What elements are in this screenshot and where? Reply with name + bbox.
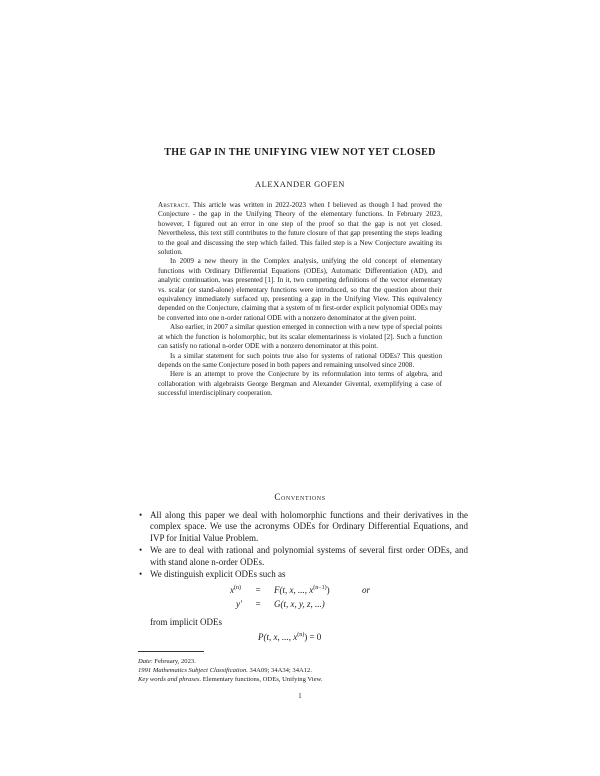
list-item-text: We are to deal with rational and polynomial systems of several first order ODEs, and with stand alone n-order ODEs. (150, 545, 468, 567)
abstract-label: Abstract. (158, 201, 191, 209)
list-item (138, 545, 468, 568)
abstract-text: This article was written in 2022-2023 when I believed as though I had proved the Conjecture - the gap in the Unifying Theory of the elementary functions. In February 2023, however, I figured out an error in one step of the proof so that the gap is not yet closed. Nevertheless, this text still contributes to the future closure of that gap presenting the steps leading to the goal and discussing the step which failed. This failed step is a New Conjecture awaiting its solution. (158, 201, 442, 257)
author-name: ALEXANDER GOFEN (255, 179, 345, 189)
footnote-date (138, 657, 468, 666)
eq-implicit-end: ) = 0 (304, 632, 322, 642)
abstract-paragraph (158, 201, 442, 257)
eq-relation: = (255, 599, 262, 609)
eq-rhs: F(t, x, ..., x (274, 585, 314, 595)
paper-title: THE GAP IN THE UNIFYING VIEW NOT YET CLOSED (164, 147, 436, 158)
abstract-paragraph: Is a similar statement for such points true also for systems of rational ODEs? This question depends on the same Conjecture posed in both papers and remaining unsolved since 2008. (158, 351, 442, 369)
footnotes (138, 657, 468, 684)
equation-explicit-2: y′ (236, 599, 242, 609)
eq-superscript: (n−1) (313, 585, 327, 591)
equation-explicit-2-rhs: G(t, x, y, z, ...) (274, 599, 325, 609)
page-number: 1 (298, 693, 302, 700)
footnote-msc (138, 666, 468, 675)
list-item (138, 569, 468, 580)
list-item-text: We distinguish explicit ODEs such as (150, 569, 286, 580)
abstract (158, 201, 442, 399)
eq-implicit-body: P(t, x, ..., x (258, 632, 298, 642)
equation-explicit-1-rhs (274, 585, 330, 595)
list-item (138, 510, 468, 544)
footnote-divider (138, 651, 204, 652)
footnote-value: Elementary functions, ODEs, Unifying View. (201, 676, 323, 683)
eq-rhs-end: ) (326, 585, 330, 595)
abstract-paragraph: Also earlier, in 2007 a similar question emerged in connection with a new type of special points at which the function is holomorphic, but its scalar elementariness is violated [2]. Such a function can satisfy no rational n-order ODE with a nonzero denominator at this point. (158, 323, 442, 351)
footnote-value: 34A09; 34A34; 34A12. (247, 667, 312, 674)
eq-superscript: (n) (234, 585, 241, 591)
eq-superscript: (n) (297, 632, 305, 638)
footnote-label: 1991 Mathematics Subject Classification. (138, 667, 248, 674)
footnote-label: Key words and phrases. (138, 676, 202, 683)
conventions-list (138, 510, 468, 581)
from-implicit-text: from implicit ODEs (150, 617, 222, 627)
bullet-icon: • (139, 569, 143, 580)
section-heading-conventions: Conventions (274, 492, 326, 502)
footnote-keywords (138, 675, 468, 684)
equation-implicit (258, 632, 321, 642)
eq-or: or (362, 585, 371, 595)
abstract-paragraph: Here is an attempt to prove the Conjecture by its reformulation into terms of algebra, and collaboration with algebraists George Bergman and Alexander Givental, exemplifying a case of successful interdisciplinary cooperation. (158, 370, 442, 398)
footnote-value: : February, 2023. (150, 658, 196, 665)
abstract-paragraph: In 2009 a new theory in the Complex analysis, unifying the old concept of elementary functions with Ordinary Differential Equations (ODEs), Automatic Differentiation (AD), and analytic continuation, was presented [1]. In it, two competing definitions of the vector elementary vs. scalar (or stand-alone) elementary functions were introduced, so that the question about their equivalency immediately surfaced up, presenting a gap in the Unifying View. This equivalency depended on the Conjecture, claiming that a system of m first-order explicit polynomial ODEs may be converted into one n-order rational ODE with a nonzero denominator at the given point. (158, 257, 442, 322)
bullet-icon: • (139, 545, 143, 556)
eq-relation: = (255, 585, 262, 595)
eq-lhs: x (230, 585, 234, 595)
equation-explicit-1 (230, 585, 241, 595)
list-item-text: All along this paper we deal with holomorphic functions and their derivatives in the complex space. We use the acronyms ODEs for Ordinary Differential Equations, and IVP for Initial Value Problem. (150, 510, 468, 543)
footnote-label: Date (138, 658, 151, 665)
bullet-icon: • (139, 510, 143, 520)
